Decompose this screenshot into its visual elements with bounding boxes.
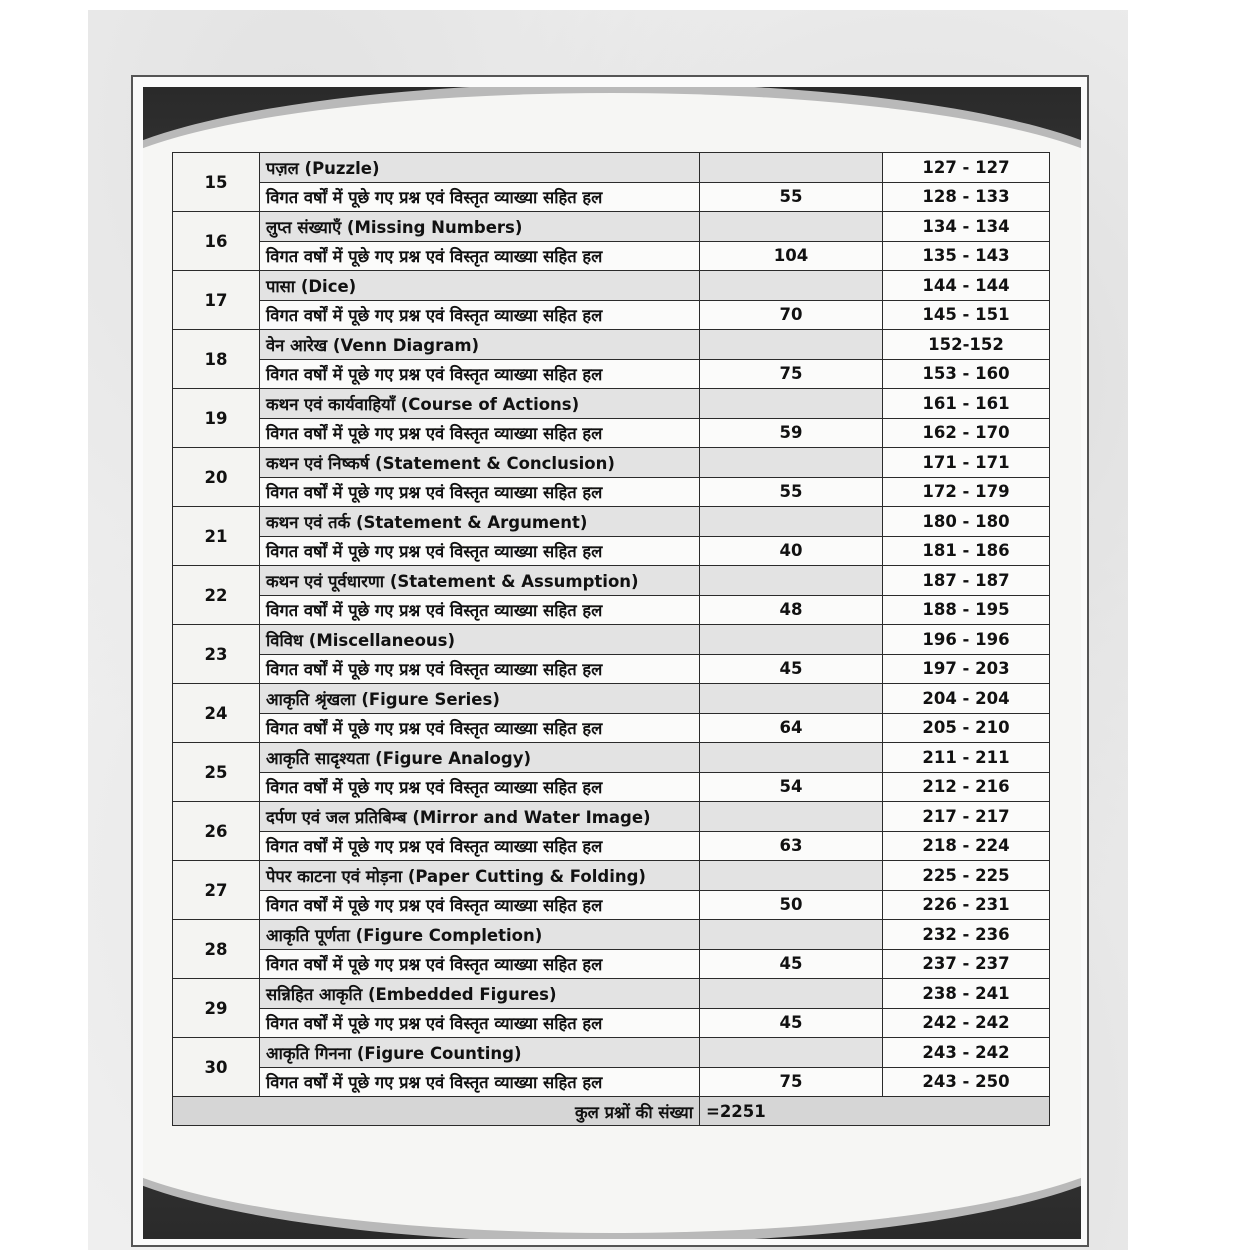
solution-pages: 218 - 224	[883, 831, 1050, 861]
question-count: 50	[700, 890, 883, 920]
theory-pages: 211 - 211	[883, 743, 1050, 773]
chapter-number: 30	[173, 1038, 260, 1097]
topic-blank-cell	[700, 979, 883, 1009]
solution-description: विगत वर्षों में पूछे गए प्रश्न एवं विस्तृत व्याख्या सहित हल	[260, 300, 700, 330]
solution-description: विगत वर्षों में पूछे गए प्रश्न एवं विस्तृत व्याख्या सहित हल	[260, 182, 700, 212]
theory-pages: 144 - 144	[883, 271, 1050, 301]
solution-description: विगत वर्षों में पूछे गए प्रश्न एवं विस्तृत व्याख्या सहित हल	[260, 536, 700, 566]
theory-pages: 204 - 204	[883, 684, 1050, 714]
chapter-topic-row	[173, 625, 1050, 655]
chapter-topic: सन्निहित आकृति (Embedded Figures)	[260, 979, 700, 1009]
chapter-solution-row	[173, 890, 1050, 920]
question-count: 70	[700, 300, 883, 330]
theory-pages: 180 - 180	[883, 507, 1050, 537]
question-count: 45	[700, 654, 883, 684]
theory-pages: 225 - 225	[883, 861, 1050, 891]
chapter-topic: पेपर काटना एवं मोड़ना (Paper Cutting & Folding)	[260, 861, 700, 891]
chapter-number: 25	[173, 743, 260, 802]
chapter-topic: आकृति पूर्णता (Figure Completion)	[260, 920, 700, 950]
question-count: 45	[700, 1008, 883, 1038]
chapter-topic-row	[173, 330, 1050, 360]
topic-blank-cell	[700, 861, 883, 891]
solution-pages: 135 - 143	[883, 241, 1050, 271]
question-count: 104	[700, 241, 883, 271]
chapter-solution-row	[173, 949, 1050, 979]
chapter-number: 18	[173, 330, 260, 389]
chapter-topic-row	[173, 684, 1050, 714]
theory-pages: 232 - 236	[883, 920, 1050, 950]
solution-pages: 243 - 250	[883, 1067, 1050, 1097]
chapter-topic-row	[173, 507, 1050, 537]
solution-description: विगत वर्षों में पूछे गए प्रश्न एवं विस्तृत व्याख्या सहित हल	[260, 713, 700, 743]
solution-pages: 205 - 210	[883, 713, 1050, 743]
solution-pages: 237 - 237	[883, 949, 1050, 979]
question-count: 45	[700, 949, 883, 979]
solution-description: विगत वर्षों में पूछे गए प्रश्न एवं विस्तृत व्याख्या सहित हल	[260, 595, 700, 625]
topic-blank-cell	[700, 271, 883, 301]
question-count: 59	[700, 418, 883, 448]
solution-pages: 181 - 186	[883, 536, 1050, 566]
topic-blank-cell	[700, 920, 883, 950]
topic-blank-cell	[700, 743, 883, 773]
chapter-solution-row	[173, 300, 1050, 330]
chapter-topic: लुप्त संख्याएँ (Missing Numbers)	[260, 212, 700, 242]
solution-pages: 128 - 133	[883, 182, 1050, 212]
question-count: 55	[700, 477, 883, 507]
contents-table-body	[173, 153, 1050, 1126]
chapter-number: 16	[173, 212, 260, 271]
solution-description: विगत वर्षों में पूछे गए प्रश्न एवं विस्तृत व्याख्या सहित हल	[260, 359, 700, 389]
chapter-number: 29	[173, 979, 260, 1038]
theory-pages: 187 - 187	[883, 566, 1050, 596]
theory-pages: 217 - 217	[883, 802, 1050, 832]
chapter-topic: कथन एवं तर्क (Statement & Argument)	[260, 507, 700, 537]
theory-pages: 171 - 171	[883, 448, 1050, 478]
chapter-topic-row	[173, 920, 1050, 950]
chapter-solution-row	[173, 654, 1050, 684]
topic-blank-cell	[700, 507, 883, 537]
question-count: 55	[700, 182, 883, 212]
chapter-number: 23	[173, 625, 260, 684]
topic-blank-cell	[700, 448, 883, 478]
chapter-solution-row	[173, 359, 1050, 389]
theory-pages: 127 - 127	[883, 153, 1050, 183]
chapter-topic-row	[173, 448, 1050, 478]
solution-pages: 172 - 179	[883, 477, 1050, 507]
chapter-number: 19	[173, 389, 260, 448]
chapter-number: 24	[173, 684, 260, 743]
solution-description: विगत वर्षों में पूछे गए प्रश्न एवं विस्तृत व्याख्या सहित हल	[260, 949, 700, 979]
theory-pages: 152-152	[883, 330, 1050, 360]
chapter-solution-row	[173, 713, 1050, 743]
question-count: 75	[700, 359, 883, 389]
solution-description: विगत वर्षों में पूछे गए प्रश्न एवं विस्तृत व्याख्या सहित हल	[260, 831, 700, 861]
contents-table	[172, 152, 1050, 1126]
chapter-topic-row	[173, 271, 1050, 301]
chapter-solution-row	[173, 477, 1050, 507]
theory-pages: 243 - 242	[883, 1038, 1050, 1068]
chapter-number: 28	[173, 920, 260, 979]
topic-blank-cell	[700, 389, 883, 419]
solution-description: विगत वर्षों में पूछे गए प्रश्न एवं विस्तृत व्याख्या सहित हल	[260, 241, 700, 271]
chapter-topic: आकृति श्रृंखला (Figure Series)	[260, 684, 700, 714]
chapter-topic-row	[173, 389, 1050, 419]
topic-blank-cell	[700, 330, 883, 360]
chapter-number: 17	[173, 271, 260, 330]
solution-pages: 242 - 242	[883, 1008, 1050, 1038]
total-row	[173, 1097, 1050, 1126]
solution-description: विगत वर्षों में पूछे गए प्रश्न एवं विस्तृत व्याख्या सहित हल	[260, 477, 700, 507]
chapter-topic: विविध (Miscellaneous)	[260, 625, 700, 655]
solution-pages: 226 - 231	[883, 890, 1050, 920]
chapter-topic: कथन एवं पूर्वधारणा (Statement & Assumption)	[260, 566, 700, 596]
question-count: 63	[700, 831, 883, 861]
chapter-number: 21	[173, 507, 260, 566]
chapter-solution-row	[173, 1067, 1050, 1097]
chapter-topic: कथन एवं निष्कर्ष (Statement & Conclusion)	[260, 448, 700, 478]
chapter-solution-row	[173, 595, 1050, 625]
chapter-number: 15	[173, 153, 260, 212]
chapter-solution-row	[173, 536, 1050, 566]
solution-description: विगत वर्षों में पूछे गए प्रश्न एवं विस्तृत व्याख्या सहित हल	[260, 418, 700, 448]
question-count: 40	[700, 536, 883, 566]
chapter-topic-row	[173, 743, 1050, 773]
chapter-topic-row	[173, 153, 1050, 183]
topic-blank-cell	[700, 802, 883, 832]
chapter-solution-row	[173, 831, 1050, 861]
chapter-topic-row	[173, 1038, 1050, 1068]
chapter-solution-row	[173, 418, 1050, 448]
solution-description: विगत वर्षों में पूछे गए प्रश्न एवं विस्तृत व्याख्या सहित हल	[260, 1067, 700, 1097]
theory-pages: 134 - 134	[883, 212, 1050, 242]
chapter-topic: वेन आरेख (Venn Diagram)	[260, 330, 700, 360]
solution-pages: 197 - 203	[883, 654, 1050, 684]
chapter-topic: पासा (Dice)	[260, 271, 700, 301]
solution-pages: 145 - 151	[883, 300, 1050, 330]
question-count: 75	[700, 1067, 883, 1097]
solution-pages: 153 - 160	[883, 359, 1050, 389]
topic-blank-cell	[700, 212, 883, 242]
chapter-solution-row	[173, 1008, 1050, 1038]
chapter-topic-row	[173, 212, 1050, 242]
chapter-number: 27	[173, 861, 260, 920]
chapter-topic: दर्पण एवं जल प्रतिबिम्ब (Mirror and Water Image)	[260, 802, 700, 832]
chapter-topic: पज़ल (Puzzle)	[260, 153, 700, 183]
chapter-topic: कथन एवं कार्यवाहियाँ (Course of Actions)	[260, 389, 700, 419]
topic-blank-cell	[700, 684, 883, 714]
total-value: =2251	[700, 1097, 1050, 1126]
question-count: 64	[700, 713, 883, 743]
topic-blank-cell	[700, 566, 883, 596]
theory-pages: 238 - 241	[883, 979, 1050, 1009]
chapter-topic: आकृति गिनना (Figure Counting)	[260, 1038, 700, 1068]
chapter-topic-row	[173, 802, 1050, 832]
total-label: कुल प्रश्नों की संख्या	[173, 1097, 700, 1126]
question-count: 48	[700, 595, 883, 625]
chapter-solution-row	[173, 182, 1050, 212]
chapter-topic: आकृति सादृश्यता (Figure Analogy)	[260, 743, 700, 773]
solution-description: विगत वर्षों में पूछे गए प्रश्न एवं विस्तृत व्याख्या सहित हल	[260, 1008, 700, 1038]
solution-pages: 212 - 216	[883, 772, 1050, 802]
chapter-topic-row	[173, 979, 1050, 1009]
solution-pages: 188 - 195	[883, 595, 1050, 625]
chapter-solution-row	[173, 241, 1050, 271]
question-count: 54	[700, 772, 883, 802]
topic-blank-cell	[700, 625, 883, 655]
solution-pages: 162 - 170	[883, 418, 1050, 448]
theory-pages: 161 - 161	[883, 389, 1050, 419]
solution-description: विगत वर्षों में पूछे गए प्रश्न एवं विस्तृत व्याख्या सहित हल	[260, 654, 700, 684]
theory-pages: 196 - 196	[883, 625, 1050, 655]
chapter-solution-row	[173, 772, 1050, 802]
chapter-topic-row	[173, 566, 1050, 596]
solution-description: विगत वर्षों में पूछे गए प्रश्न एवं विस्तृत व्याख्या सहित हल	[260, 772, 700, 802]
topic-blank-cell	[700, 1038, 883, 1068]
chapter-number: 26	[173, 802, 260, 861]
solution-description: विगत वर्षों में पूछे गए प्रश्न एवं विस्तृत व्याख्या सहित हल	[260, 890, 700, 920]
chapter-number: 20	[173, 448, 260, 507]
topic-blank-cell	[700, 153, 883, 183]
chapter-topic-row	[173, 861, 1050, 891]
chapter-number: 22	[173, 566, 260, 625]
